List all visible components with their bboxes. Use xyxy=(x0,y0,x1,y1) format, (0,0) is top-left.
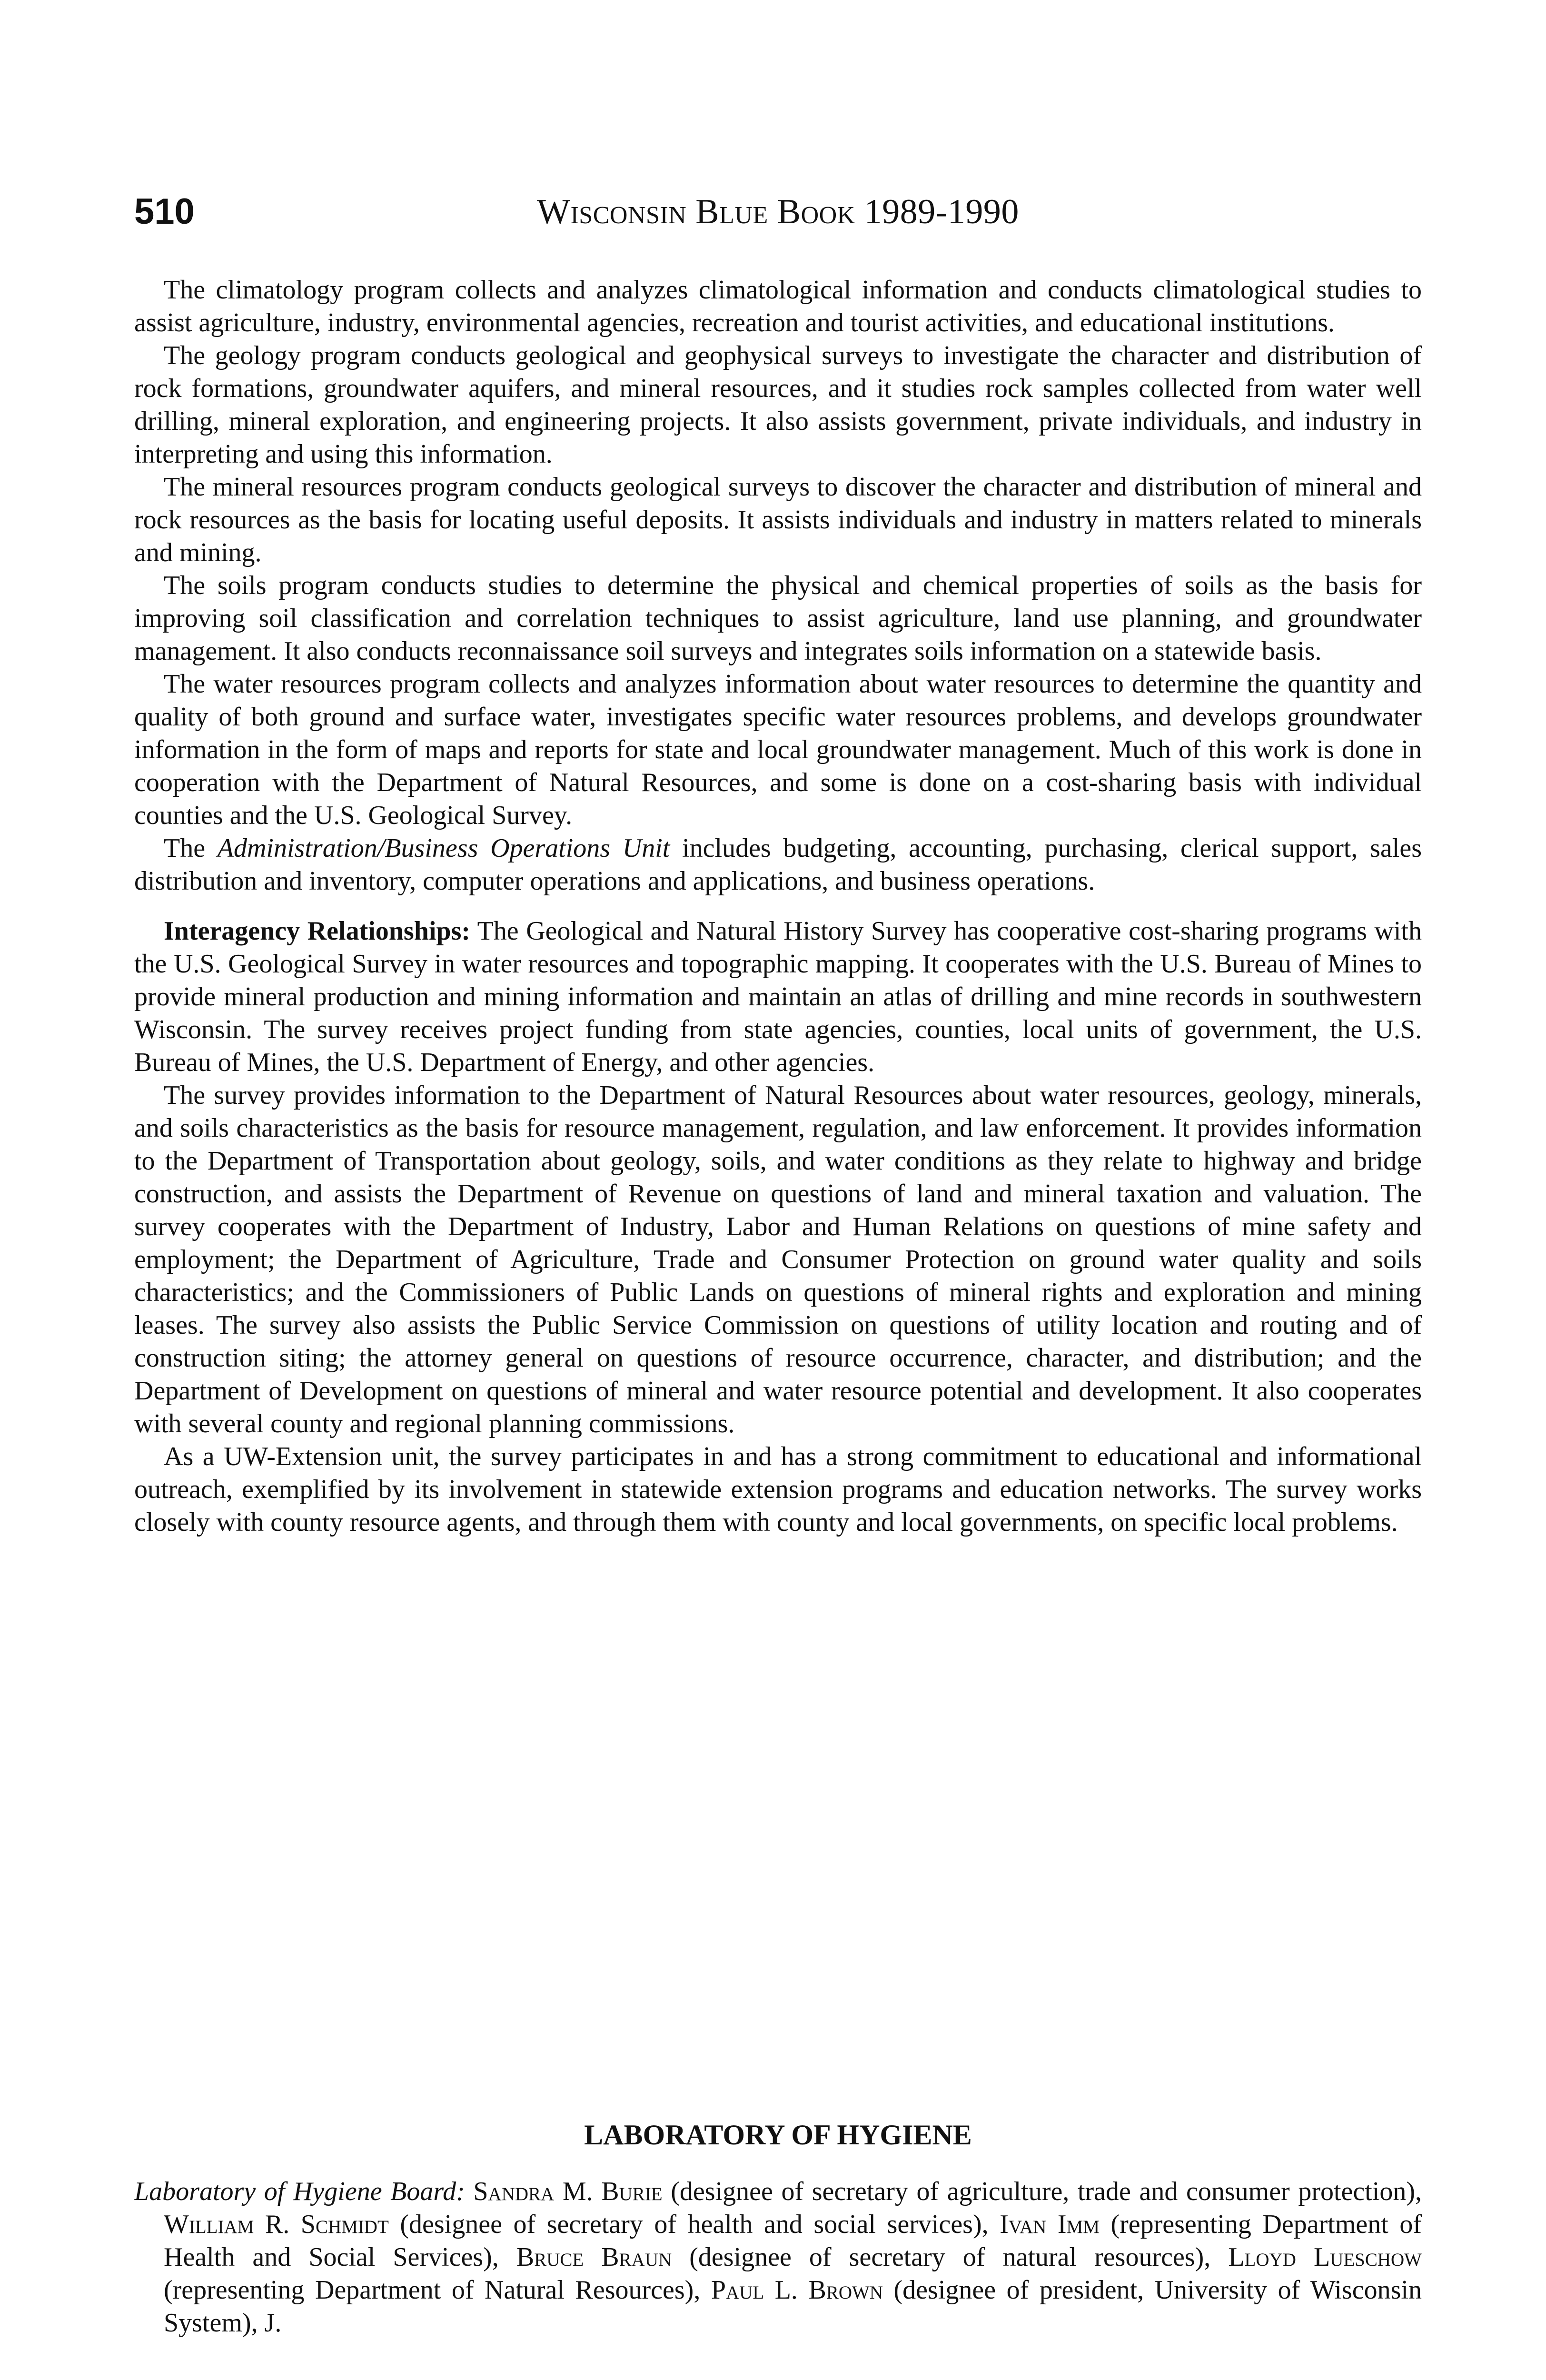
member-role: (representing Department of Natural Resources), xyxy=(164,2275,711,2305)
climatology-paragraph: The climatology program collects and analyzes climatological information and conducts climatological studies to assist agriculture, industry, environmental agencies, recreation and tourist activities, and educational institutions. xyxy=(134,275,1422,337)
page-number: 510 xyxy=(134,191,195,232)
survey-information-paragraph: The survey provides information to the Department of Natural Resources about water resources, geology, minerals, and soils characteristics as the basis for resource management, regulation, and law enforcement. It provides information to the Department of Transportation about geology, soils, and water conditions as they relate to highway and bridge construction, and assists the Department of Revenue on questions of land and mineral taxation and valuation. The survey cooperates with the Department of Industry, Labor and Human Relations on questions of mine safety and employment; the Department of Agriculture, Trade and Consumer Protection on ground water quality and soils characteristics; and the Commissioners of Public Lands on questions of mineral rights and exploration and mining leases. The survey also assists the Public Service Commission on questions of utility location and routing and of construction siting; the attorney general on questions of resource occurrence, character, and distribution; and the Department of Development on questions of mineral and water resource potential and development. It also cooperates with several county and regional planning commissions. xyxy=(134,1081,1422,1438)
interagency-label: Interagency Relationships: xyxy=(164,916,471,946)
member-role: (designee of secretary of natural resources), xyxy=(672,2242,1229,2272)
member-name: Bruce Braun xyxy=(516,2242,672,2272)
member-name: Sandra M. Burie xyxy=(473,2177,663,2206)
board-paragraph xyxy=(134,2175,1422,2340)
running-title: Wisconsin Blue Book 1989-1990 xyxy=(537,192,1019,231)
member-role: (representing Department of Health and Social Services), xyxy=(164,2210,1422,2272)
admin-prefix: The xyxy=(164,833,218,863)
admin-description: includes budgeting, accounting, purchasing, clerical support, sales distribution and inventory, computer operations and applications, and business operations. xyxy=(134,833,1422,896)
member-name: Paul L. Brown xyxy=(711,2275,883,2305)
page-header xyxy=(134,183,1422,240)
section-heading: LABORATORY OF HYGIENE xyxy=(584,2119,972,2151)
body-text xyxy=(134,274,1422,1539)
extension-paragraph: As a UW-Extension unit, the survey participates in and has a strong commitment to educational and informational outreach, exemplified by its involvement in statewide extension programs and education networks. The survey works closely with county resource agents, and through them with county and local governments, on specific local problems. xyxy=(134,1442,1422,1537)
admin-unit-name: Administration/Business Operations Unit xyxy=(217,833,670,863)
board-membership xyxy=(134,2175,1422,2340)
administration-paragraph xyxy=(134,832,1422,898)
member-role: (designee of president, University of Wisconsin System), J. xyxy=(164,2275,1422,2338)
water-resources-paragraph: The water resources program collects and analyzes information about water resources to determine the quantity and quality of both ground and surface water, investigates specific water resources problems, and develops groundwater information in the form of maps and reports for state and local groundwater management. Much of this work is done in cooperation with the Department of Natural Resources, and some is done on a cost-sharing basis with individual counties and the U.S. Geological Survey. xyxy=(134,669,1422,830)
mineral-resources-paragraph: The mineral resources program conducts geological surveys to discover the character and distribution of mineral and rock resources as the basis for locating useful deposits. It assists individuals and industry in matters related to minerals and mining. xyxy=(134,472,1422,567)
geology-paragraph: The geology program conducts geological and geophysical surveys to investigate the character and distribution of rock formations, groundwater aquifers, and mineral resources, and it studies rock samples collected from water well drilling, mineral exploration, and engineering projects. It also assists government, private individuals, and industry in interpreting and using this information. xyxy=(134,341,1422,469)
board-label: Laboratory of Hygiene Board: xyxy=(134,2177,465,2206)
interagency-paragraph xyxy=(134,915,1422,1079)
interagency-text: The Geological and Natural History Survey has cooperative cost-sharing programs with the U.S. Geological Survey in water resources and topographic mapping. It cooperates with the U.S. Bureau of Mines to provide mineral production and mining information and maintain an atlas of drilling and mine records in southwestern Wisconsin. The survey receives project funding from state agencies, counties, local units of government, the U.S. Bureau of Mines, the U.S. Department of Energy, and other agencies. xyxy=(134,916,1422,1077)
member-name: Ivan Imm xyxy=(1000,2210,1100,2239)
member-role: (designee of secretary of agriculture, trade and consumer protection), xyxy=(662,2177,1422,2206)
soils-paragraph: The soils program conducts studies to determine the physical and chemical properties of soils as the basis for improving soil classification and correlation techniques to assist agriculture, land use planning, and groundwater management. It also conducts reconnaissance soil surveys and integrates soils information on a statewide basis. xyxy=(134,571,1422,666)
member-role: (designee of secretary of health and social services), xyxy=(388,2210,1000,2239)
member-name: William R. Schmidt xyxy=(164,2210,389,2239)
member-name: Lloyd Lueschow xyxy=(1228,2242,1422,2272)
